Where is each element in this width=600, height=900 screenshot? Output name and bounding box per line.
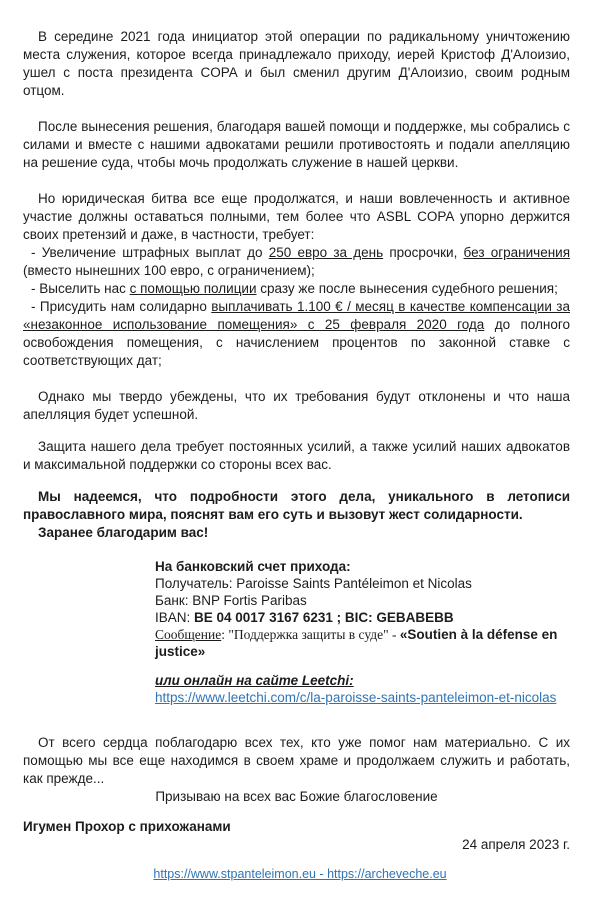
date-line: 24 апреля 2023 г. bbox=[462, 837, 570, 852]
paragraph-convinced: Однако мы твердо убеждены, что их требования будут отклонены и что наша апелляция будет успешной. bbox=[23, 389, 570, 422]
bank-title: На банковский счет прихода: bbox=[155, 559, 351, 574]
bank-iban-line bbox=[155, 609, 570, 626]
claims-list bbox=[23, 244, 570, 370]
paragraph-initiator: В середине 2021 года инициатор этой операции по радикальному уничтожению места служения, которое всегда принадлежало приходу, иерей Кристоф Д'Алоизио, ушел с поста президента COPA и был сменил другим Д'Алоизио, своим родным отцом. bbox=[23, 29, 570, 98]
claim-item-compensation bbox=[23, 298, 570, 370]
leetchi-label: или онлайн на сайте Leetchi: bbox=[155, 673, 354, 688]
iban-value: BE 04 0017 3167 6231 ; BIC: GEBABEBB bbox=[194, 610, 454, 625]
message-label: Сообщение bbox=[155, 627, 222, 642]
leetchi-link-line bbox=[155, 689, 570, 706]
claim-text: до полного освобождения помещения, с начислением процентов по законной ставке с соответствующих дат; bbox=[23, 317, 570, 368]
claim-text: - Увеличение штрафных выплат до bbox=[31, 245, 269, 260]
claim-text: сразу же после вынесения судебного решения; bbox=[256, 281, 558, 296]
bank-details-block bbox=[155, 558, 570, 706]
claim-text: - Выселить нас bbox=[31, 281, 130, 296]
footer-links bbox=[0, 866, 600, 882]
bank-recipient: Получатель: Paroisse Saints Pantéleimon et Nicolas bbox=[155, 576, 472, 591]
claim-underlined-police: с помощью полиции bbox=[129, 281, 257, 296]
message-french-bold: «Soutien à la défense en justice» bbox=[155, 627, 558, 659]
claim-item-penalty bbox=[23, 244, 570, 280]
signature-line: Игумен Прохор с прихожанами bbox=[23, 819, 231, 834]
message-text: : "Поддержка защиты в суде" - bbox=[221, 627, 400, 642]
claim-underlined-amount: 250 евро за день bbox=[268, 245, 384, 260]
leetchi-link[interactable]: https://www.leetchi.com/c/la-paroisse-saints-panteleimon-et-nicolas bbox=[155, 690, 557, 705]
blessing-line: Призываю на всех вас Божие благословение bbox=[155, 789, 438, 804]
footer-site-link[interactable]: https://www.stpanteleimon.eu - https://archeveche.eu bbox=[153, 867, 447, 881]
claim-underlined-nolimit: без ограничения bbox=[463, 245, 571, 260]
paragraph-appeal-filed: После вынесения решения, благодаря вашей помощи и поддержке, мы собрались с силами и вместе с нашими адвокатами решили противостоять и подали апелляцию на решение суда, чтобы мочь продолжать служение в нашей церкви. bbox=[23, 119, 570, 170]
claim-text: (вместо нынешних 100 евро, с ограничением); bbox=[23, 263, 315, 278]
paragraph-legal-battle: Но юридическая битва все еще продолжатся, и наши вовлеченность и активное участие должны оставаться полными, тем более что ASBL COPA упорно держится своих претензий и даже, в частности, требует: bbox=[23, 191, 570, 242]
claim-underlined-compensation: выплачивать 1.100 € / месяц в качестве компенсации за «незаконное использование помещения» с 25 февраля 2020 года bbox=[23, 299, 570, 332]
claim-text: - Присудить нам солидарно bbox=[31, 299, 212, 314]
bank-message-line bbox=[155, 626, 570, 660]
bank-name: Банк: BNP Fortis Paribas bbox=[155, 593, 307, 608]
paragraph-thanks-bold: Заранее благодарим вас! bbox=[38, 525, 209, 540]
paragraph-defense-effort: Защита нашего дела требует постоянных усилий, а также усилий наших адвокатов и максимальной поддержки со стороны всех вас. bbox=[23, 439, 570, 472]
claim-item-eviction bbox=[23, 280, 570, 298]
paragraph-hope-bold: Мы надеемся, что подробности этого дела, уникального в летописи православного мира, пояснят вам его суть и вызовут жест солидарности. bbox=[23, 489, 570, 522]
iban-label: IBAN: bbox=[155, 610, 195, 625]
paragraph-gratitude: От всего сердца поблагодарю всех тех, кто уже помог нам материально. С их помощью мы все еще находимся в своем храме и продолжаем служить и работать, как прежде... bbox=[23, 735, 570, 786]
claim-text: просрочки, bbox=[383, 245, 464, 260]
